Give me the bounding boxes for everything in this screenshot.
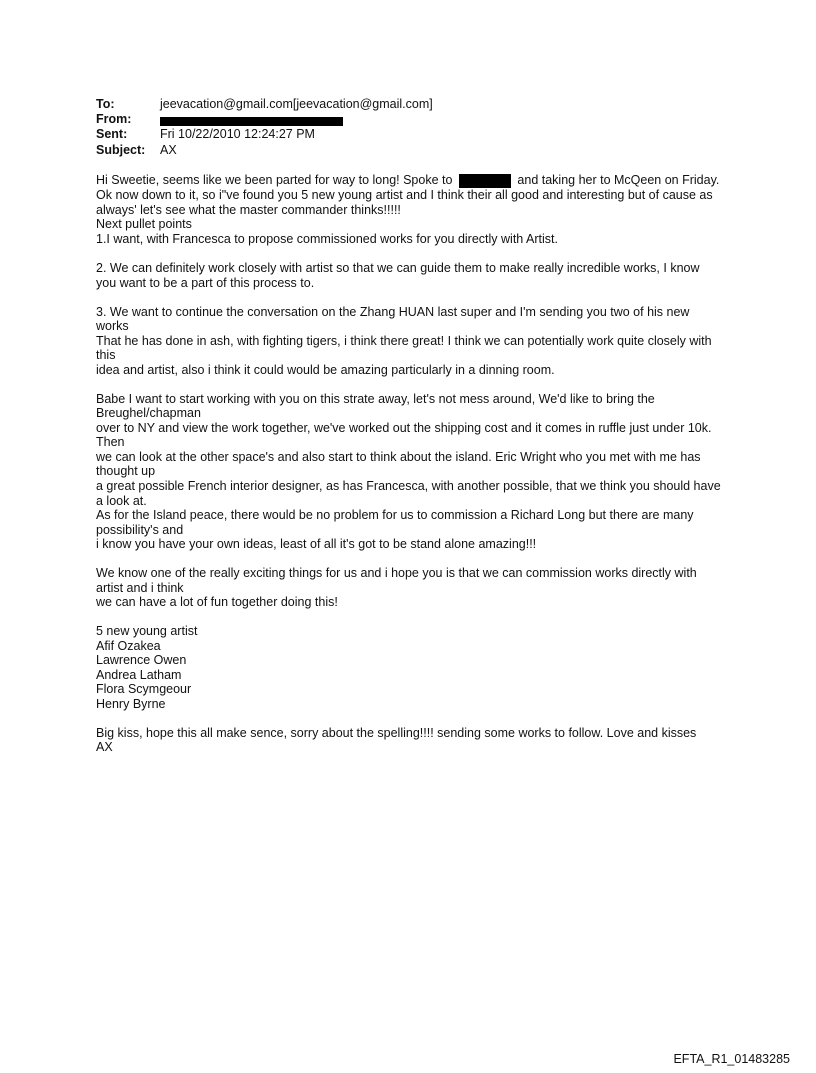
sent-label: Sent: xyxy=(96,127,128,141)
list-item: Andrea Latham xyxy=(96,668,182,682)
subject-label: Subject: xyxy=(96,143,146,157)
sent-value: Fri 10/22/2010 12:24:27 PM xyxy=(160,127,315,141)
document-id: EFTA_R1_01483285 xyxy=(673,1052,790,1066)
from-redaction xyxy=(160,111,343,127)
body-line: Babe I want to start working with you on this strate away, let's not mess around, We'd like to bring the xyxy=(96,392,655,406)
body-line: artist and i think xyxy=(96,581,184,595)
to-label: To: xyxy=(96,97,115,111)
list-item: Henry Byrne xyxy=(96,697,166,711)
signature: AX xyxy=(96,740,113,754)
body-line: 1.I want, with Francesca to propose commissioned works for you directly with Artist. xyxy=(96,232,558,246)
body-text: and taking her to McQeen on Friday. xyxy=(517,173,720,187)
body-line: We know one of the really exciting things for us and i hope you is that we can commission works directly with xyxy=(96,566,697,580)
from-label: From: xyxy=(96,112,132,126)
name-redaction xyxy=(459,174,511,188)
body-line: 2. We can definitely work closely with artist so that we can guide them to make really incredible works, I know xyxy=(96,261,700,275)
body-line: That he has done in ash, with fighting tigers, i think there great! I think we can potentially work quite closely with xyxy=(96,334,712,348)
body-line: works xyxy=(96,319,129,333)
body-line: thought up xyxy=(96,464,156,478)
body-line: As for the Island peace, there would be no problem for us to commission a Richard Long but there are many xyxy=(96,508,694,522)
subject-value: AX xyxy=(160,143,177,157)
body-line: 3. We want to continue the conversation on the Zhang HUAN last super and I'm sending you two of his new xyxy=(96,305,690,319)
to-value: jeevacation@gmail.com[jeevacation@gmail.com] xyxy=(160,97,433,111)
body-line: you want to be a part of this process to. xyxy=(96,276,315,290)
closing-line: Big kiss, hope this all make sence, sorry about the spelling!!!! sending some works to follow. Love and kisses xyxy=(96,726,697,740)
body-line: always' let's see what the master commander thinks!!!!! xyxy=(96,203,401,217)
body-line xyxy=(96,173,719,188)
body-text: Hi Sweetie, seems like we been parted for way to long! Spoke to xyxy=(96,173,453,187)
body-line: a look at. xyxy=(96,494,147,508)
body-line: idea and artist, also i think it could would be amazing particularly in a dinning room. xyxy=(96,363,555,377)
artists-title: 5 new young artist xyxy=(96,624,198,638)
body-line: over to NY and view the work together, we've worked out the shipping cost and it comes in ruffle just under 10k. xyxy=(96,421,712,435)
body-line: Ok now down to it, so i"ve found you 5 new young artist and I think their all good and interesting but of cause as xyxy=(96,188,713,202)
body-line: Next pullet points xyxy=(96,217,192,231)
body-line: Breughel/chapman xyxy=(96,406,201,420)
body-line: we can have a lot of fun together doing this! xyxy=(96,595,338,609)
body-line: a great possible French interior designer, as has Francesca, with another possible, that we think you should have xyxy=(96,479,721,493)
list-item: Afif Ozakea xyxy=(96,639,161,653)
list-item: Lawrence Owen xyxy=(96,653,187,667)
list-item: Flora Scymgeour xyxy=(96,682,192,696)
body-line: i know you have your own ideas, least of all it's got to be stand alone amazing!!! xyxy=(96,537,537,551)
body-line: Then xyxy=(96,435,125,449)
body-line: this xyxy=(96,348,116,362)
body-line: possibility's and xyxy=(96,523,184,537)
body-line: we can look at the other space's and also start to think about the island. Eric Wright who you met with me has xyxy=(96,450,701,464)
